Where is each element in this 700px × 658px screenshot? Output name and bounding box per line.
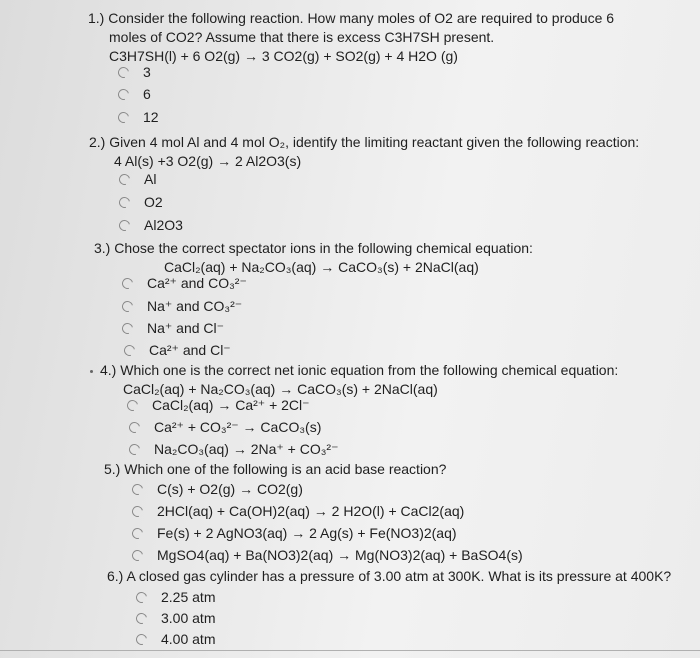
question-1: [88, 9, 614, 66]
radio-button[interactable]: [116, 109, 131, 124]
radio-button[interactable]: [134, 610, 149, 625]
question-6: [107, 567, 671, 586]
question-1-option-3[interactable]: [118, 108, 159, 126]
question-5-option-3[interactable]: [132, 524, 457, 542]
question-4-text: 4.) Which one is the correct net ionic equation from the following chemical equation:: [100, 362, 619, 378]
question-1-text-line2: moles of CO2? Assume that there is excess C3H7SH present.: [109, 29, 495, 45]
radio-button[interactable]: [120, 320, 135, 335]
option-label: 4.00 atm: [161, 631, 216, 647]
question-1-text-line1: 1.) Consider the following reaction. How many moles of O2 are required to produce 6: [88, 10, 615, 26]
question-6-option-2[interactable]: [136, 609, 215, 627]
question-5-option-1[interactable]: [132, 480, 303, 498]
question-4: [100, 361, 618, 399]
option-label: C(s) + O2(g) → CO2(g): [157, 481, 303, 497]
option-label: Al2O3: [144, 217, 183, 233]
question-3-option-2[interactable]: [122, 297, 242, 315]
radio-button[interactable]: [134, 631, 149, 646]
option-label: Ca²⁺ + CO₃²⁻ → CaCO₃(s): [154, 419, 322, 435]
radio-button[interactable]: [134, 589, 149, 604]
radio-button[interactable]: [122, 342, 137, 357]
radio-button[interactable]: [116, 86, 131, 101]
question-6-option-3[interactable]: [136, 630, 215, 648]
option-label: 12: [143, 109, 159, 125]
question-2-equation: 4 Al(s) +3 O2(g) → 2 Al2O3(s): [114, 153, 302, 169]
question-4-option-1[interactable]: [127, 396, 310, 414]
question-1-option-2[interactable]: [118, 85, 151, 103]
radio-button[interactable]: [130, 481, 145, 496]
radio-button[interactable]: [120, 275, 135, 290]
option-label: Ca²⁺ and Cl⁻: [149, 342, 231, 358]
question-2-option-1[interactable]: [119, 170, 156, 188]
radio-button[interactable]: [130, 525, 145, 540]
radio-button[interactable]: [127, 441, 142, 456]
question-3-option-1[interactable]: [122, 274, 247, 292]
question-5: [104, 460, 446, 479]
option-label: Fe(s) + 2 AgNO3(aq) → 2 Ag(s) + Fe(NO3)2(aq): [157, 525, 457, 541]
question-3: [94, 239, 533, 277]
divider: [0, 650, 700, 651]
option-label: Na⁺ and Cl⁻: [147, 320, 225, 336]
radio-button[interactable]: [120, 298, 135, 313]
radio-button[interactable]: [130, 547, 145, 562]
radio-button[interactable]: [130, 503, 145, 518]
radio-button[interactable]: [117, 171, 132, 186]
question-2: [89, 133, 639, 171]
question-2-option-2[interactable]: [119, 193, 163, 211]
question-3-option-4[interactable]: [124, 341, 231, 359]
question-6-text: 6.) A closed gas cylinder has a pressure of 3.00 atm at 300K. What is its pressure at 400K?: [107, 568, 672, 584]
question-5-option-2[interactable]: [132, 502, 464, 520]
option-label: 2.25 atm: [161, 589, 216, 605]
question-4-option-3[interactable]: [129, 440, 339, 458]
option-label: 2HCl(aq) + Ca(OH)2(aq) → 2 H2O(l) + CaCl2(aq): [157, 503, 465, 519]
radio-button[interactable]: [125, 397, 140, 412]
question-5-text: 5.) Which one of the following is an acid base reaction?: [104, 461, 447, 477]
question-4-option-2[interactable]: [129, 418, 321, 436]
bullet-dot: [90, 370, 93, 373]
radio-button[interactable]: [127, 419, 142, 434]
option-label: Al: [144, 171, 157, 187]
question-5-option-4[interactable]: [132, 546, 523, 564]
question-1-equation: C3H7SH(l) + 6 O2(g) → 3 CO2(g) + SO2(g) + 4 H2O (g): [109, 48, 458, 64]
question-3-option-3[interactable]: [122, 319, 224, 337]
option-label: CaCl₂(aq) → Ca²⁺ + 2Cl⁻: [152, 397, 310, 413]
question-1-option-1[interactable]: [118, 63, 151, 81]
question-4-equation: CaCl₂(aq) + Na₂CO₃(aq) → CaCO₃(s) + 2NaCl(aq): [123, 381, 438, 397]
question-2-option-3[interactable]: [119, 216, 183, 234]
radio-button[interactable]: [117, 217, 132, 232]
option-label: Na₂CO₃(aq) → 2Na⁺ + CO₃²⁻: [154, 441, 339, 457]
option-label: Ca²⁺ and CO₃²⁻: [147, 275, 247, 291]
question-3-equation: CaCl₂(aq) + Na₂CO₃(aq) → CaCO₃(s) + 2NaCl(aq): [164, 259, 479, 275]
question-6-option-1[interactable]: [136, 588, 215, 606]
radio-button[interactable]: [116, 64, 131, 79]
question-3-text: 3.) Chose the correct spectator ions in the following chemical equation:: [94, 240, 533, 256]
option-label: 6: [143, 86, 151, 102]
radio-button[interactable]: [117, 194, 132, 209]
question-2-text: 2.) Given 4 mol Al and 4 mol O₂, identify the limiting reactant given the following reaction:: [89, 134, 640, 150]
option-label: 3.00 atm: [161, 610, 216, 626]
option-label: O2: [144, 194, 163, 210]
option-label: 3: [143, 64, 151, 80]
option-label: MgSO4(aq) + Ba(NO3)2(aq) → Mg(NO3)2(aq) + BaSO4(s): [157, 547, 523, 563]
option-label: Na⁺ and CO₃²⁻: [147, 298, 243, 314]
